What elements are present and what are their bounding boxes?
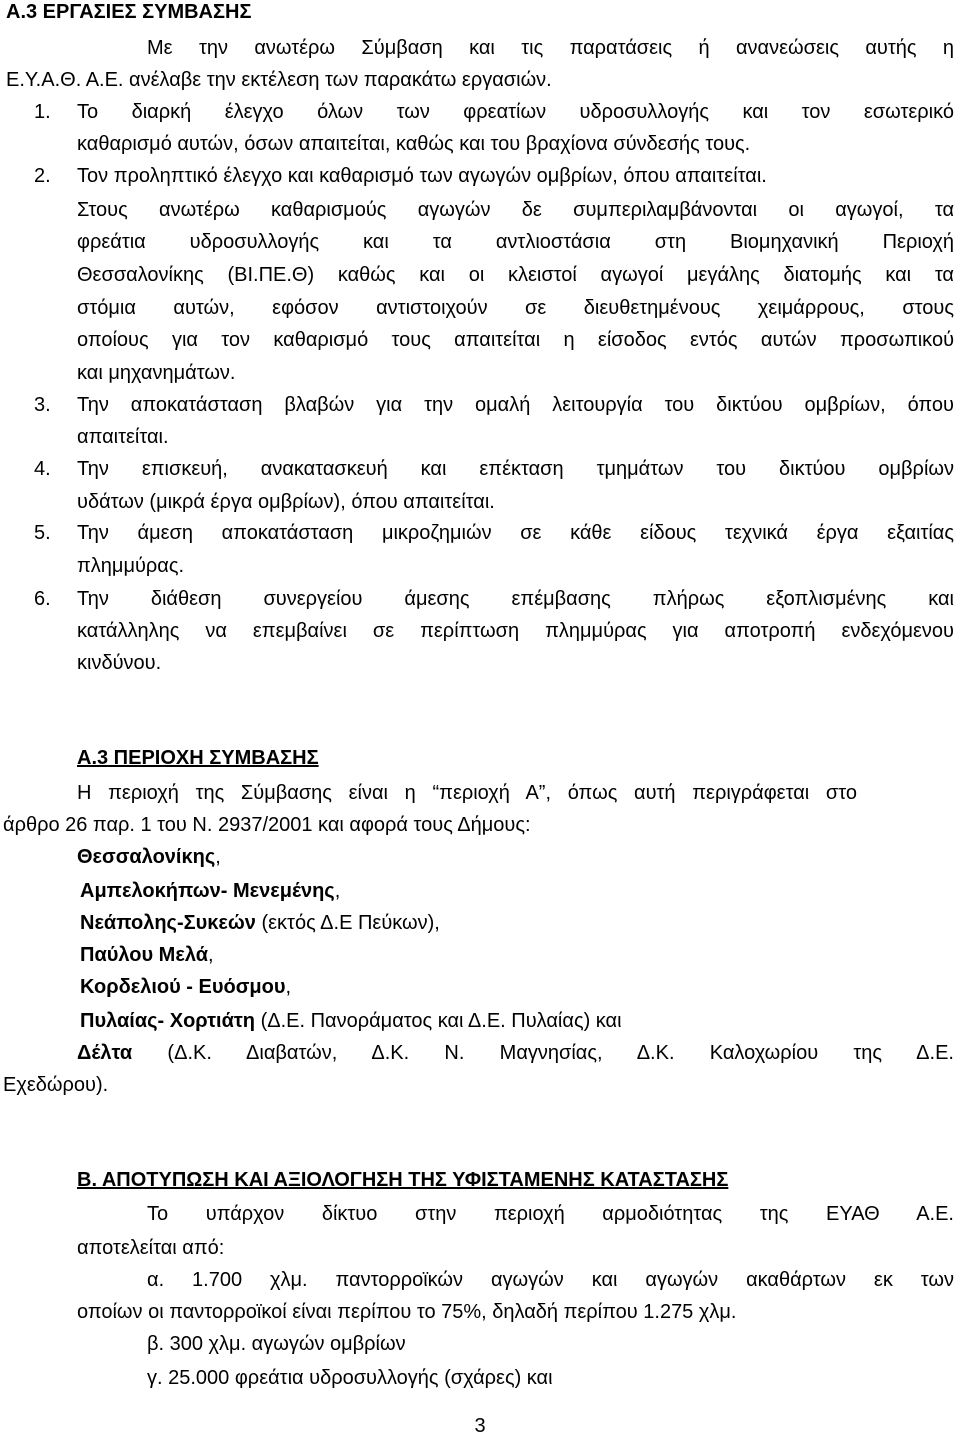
section-heading-assessment: Β. ΑΠΟΤΥΠΩΣΗ ΚΑΙ ΑΞΙΟΛΟΓΗΣΗ ΤΗΣ ΥΦΙΣΤΑΜΕΝΗΣ ΚΑΤΑΣΤΑΣΗΣ <box>77 1169 729 1191</box>
list-item-text: κινδύνου. <box>77 652 162 674</box>
municipality-item: Νεάπολης-Συκεών (εκτός Δ.Ε Πεύκων), <box>80 912 440 934</box>
list-item-text: καθαρισμό αυτών, όσων απαιτείται, καθώς και του βραχίονα σύνδεσής τους. <box>77 133 751 155</box>
list-item-text: Την αποκατάσταση βλαβών για την ομαλή λειτουργία του δικτύου ομβρίων, όπου <box>77 394 954 416</box>
list-item-text: γ. 25.000 φρεάτια υδροσυλλογής (σχάρες) και <box>147 1367 553 1389</box>
list-item-text: β. 300 χλμ. αγωγών ομβρίων <box>147 1333 406 1355</box>
list-item-text: Το διαρκή έλεγχο όλων των φρεατίων υδροσυλλογής και τον εσωτερικό <box>77 101 954 123</box>
list-item-text: Την άμεση αποκατάσταση μικροζημιών σε κάθε είδους τεχνικά έργα εξαιτίας <box>77 522 954 544</box>
list-item-text: υδάτων (μικρά έργα ομβρίων), όπου απαιτείται. <box>77 491 495 513</box>
list-item-text: Την επισκευή, ανακατασκευή και επέκταση τμημάτων του δικτύου ομβρίων <box>77 458 954 480</box>
list-item-text: και μηχανημάτων. <box>77 362 236 384</box>
list-item-text: Τον προληπτικό έλεγχο και καθαρισμό των αγωγών ομβρίων, όπου απαιτείται. <box>77 165 767 187</box>
list-item-text: πλημμύρας. <box>77 555 185 577</box>
intro-line: Ε.Υ.Α.Θ. Α.Ε. ανέλαβε την εκτέλεση των παρακάτω εργασιών. <box>6 69 552 91</box>
list-number: 6. <box>34 588 51 610</box>
list-number: 3. <box>34 394 51 416</box>
list-item-text: στόμια αυτών, εφόσον αντιστοιχούν σε διευθετημένους χειμάρρους, στους <box>77 297 954 319</box>
page-number: 3 <box>474 1415 486 1437</box>
list-number: 2. <box>34 165 51 187</box>
section-heading-area: Α.3 ΠΕΡΙΟΧΗ ΣΥΜΒΑΣΗΣ <box>77 747 319 769</box>
list-item-text: απαιτείται. <box>77 426 169 448</box>
intro-line: Η περιοχή της Σύμβασης είναι η “περιοχή Α”, όπως αυτή περιγράφεται στο <box>77 782 857 804</box>
list-item-text: Την διάθεση συνεργείου άμεσης επέμβασης πλήρως εξοπλισμένης και <box>77 588 954 610</box>
list-item-text: Θεσσαλονίκης (ΒΙ.ΠΕ.Θ) καθώς και οι κλειστοί αγωγοί μεγάλης διατομής και τα <box>77 264 954 286</box>
municipality-item: Πυλαίας- Χορτιάτη (Δ.Ε. Πανοράματος και Δ.Ε. Πυλαίας) και <box>80 1010 622 1032</box>
municipality-item: Αμπελοκήπων- Μενεμένης, <box>80 880 341 902</box>
list-item-text: φρεάτια υδροσυλλογής και τα αντλιοστάσια στη Βιομηχανική Περιοχή <box>77 231 954 253</box>
municipality-item: Παύλου Μελά, <box>80 944 214 966</box>
intro-line: άρθρο 26 παρ. 1 του Ν. 2937/2001 και αφορά τους Δήμους: <box>3 814 531 836</box>
list-number: 4. <box>34 458 51 480</box>
list-item-text: οποίων οι παντορροϊκοί είναι περίπου το 75%, δηλαδή περίπου 1.275 χλμ. <box>77 1301 737 1323</box>
intro-line: αποτελείται από: <box>77 1237 225 1259</box>
intro-line: Το υπάρχον δίκτυο στην περιοχή αρμοδιότητας της ΕΥΑΘ Α.Ε. <box>147 1203 954 1225</box>
municipality-item: Κορδελιού - Ευόσμου, <box>80 976 292 998</box>
list-item-text: α. 1.700 χλμ. παντορροϊκών αγωγών και αγωγών ακαθάρτων εκ των <box>147 1269 954 1291</box>
list-number: 1. <box>34 101 51 123</box>
section-heading-works: Α.3 ΕΡΓΑΣΙΕΣ ΣΥΜΒΑΣΗΣ <box>6 1 252 23</box>
list-item-text: οποίους για τον καθαρισμό τους απαιτείται η είσοδος εντός αυτών προσωπικού <box>77 329 954 351</box>
list-item-text: Στους ανωτέρω καθαρισμούς αγωγών δε συμπεριλαμβάνονται οι αγωγοί, τα <box>77 199 954 221</box>
list-item-text: κατάλληλης να επεμβαίνει σε περίπτωση πλημμύρας για αποτροπή ενδεχόμενου <box>77 620 954 642</box>
municipality-item: Δέλτα (Δ.Κ. Διαβατών, Δ.Κ. Ν. Μαγνησίας, Δ.Κ. Καλοχωρίου της Δ.Ε. <box>77 1042 954 1064</box>
list-number: 5. <box>34 522 51 544</box>
municipality-continuation: Εχεδώρου). <box>3 1074 109 1096</box>
intro-line: Με την ανωτέρω Σύμβαση και τις παρατάσεις ή ανανεώσεις αυτής η <box>147 37 954 59</box>
municipality-item: Θεσσαλονίκης, <box>77 846 221 868</box>
